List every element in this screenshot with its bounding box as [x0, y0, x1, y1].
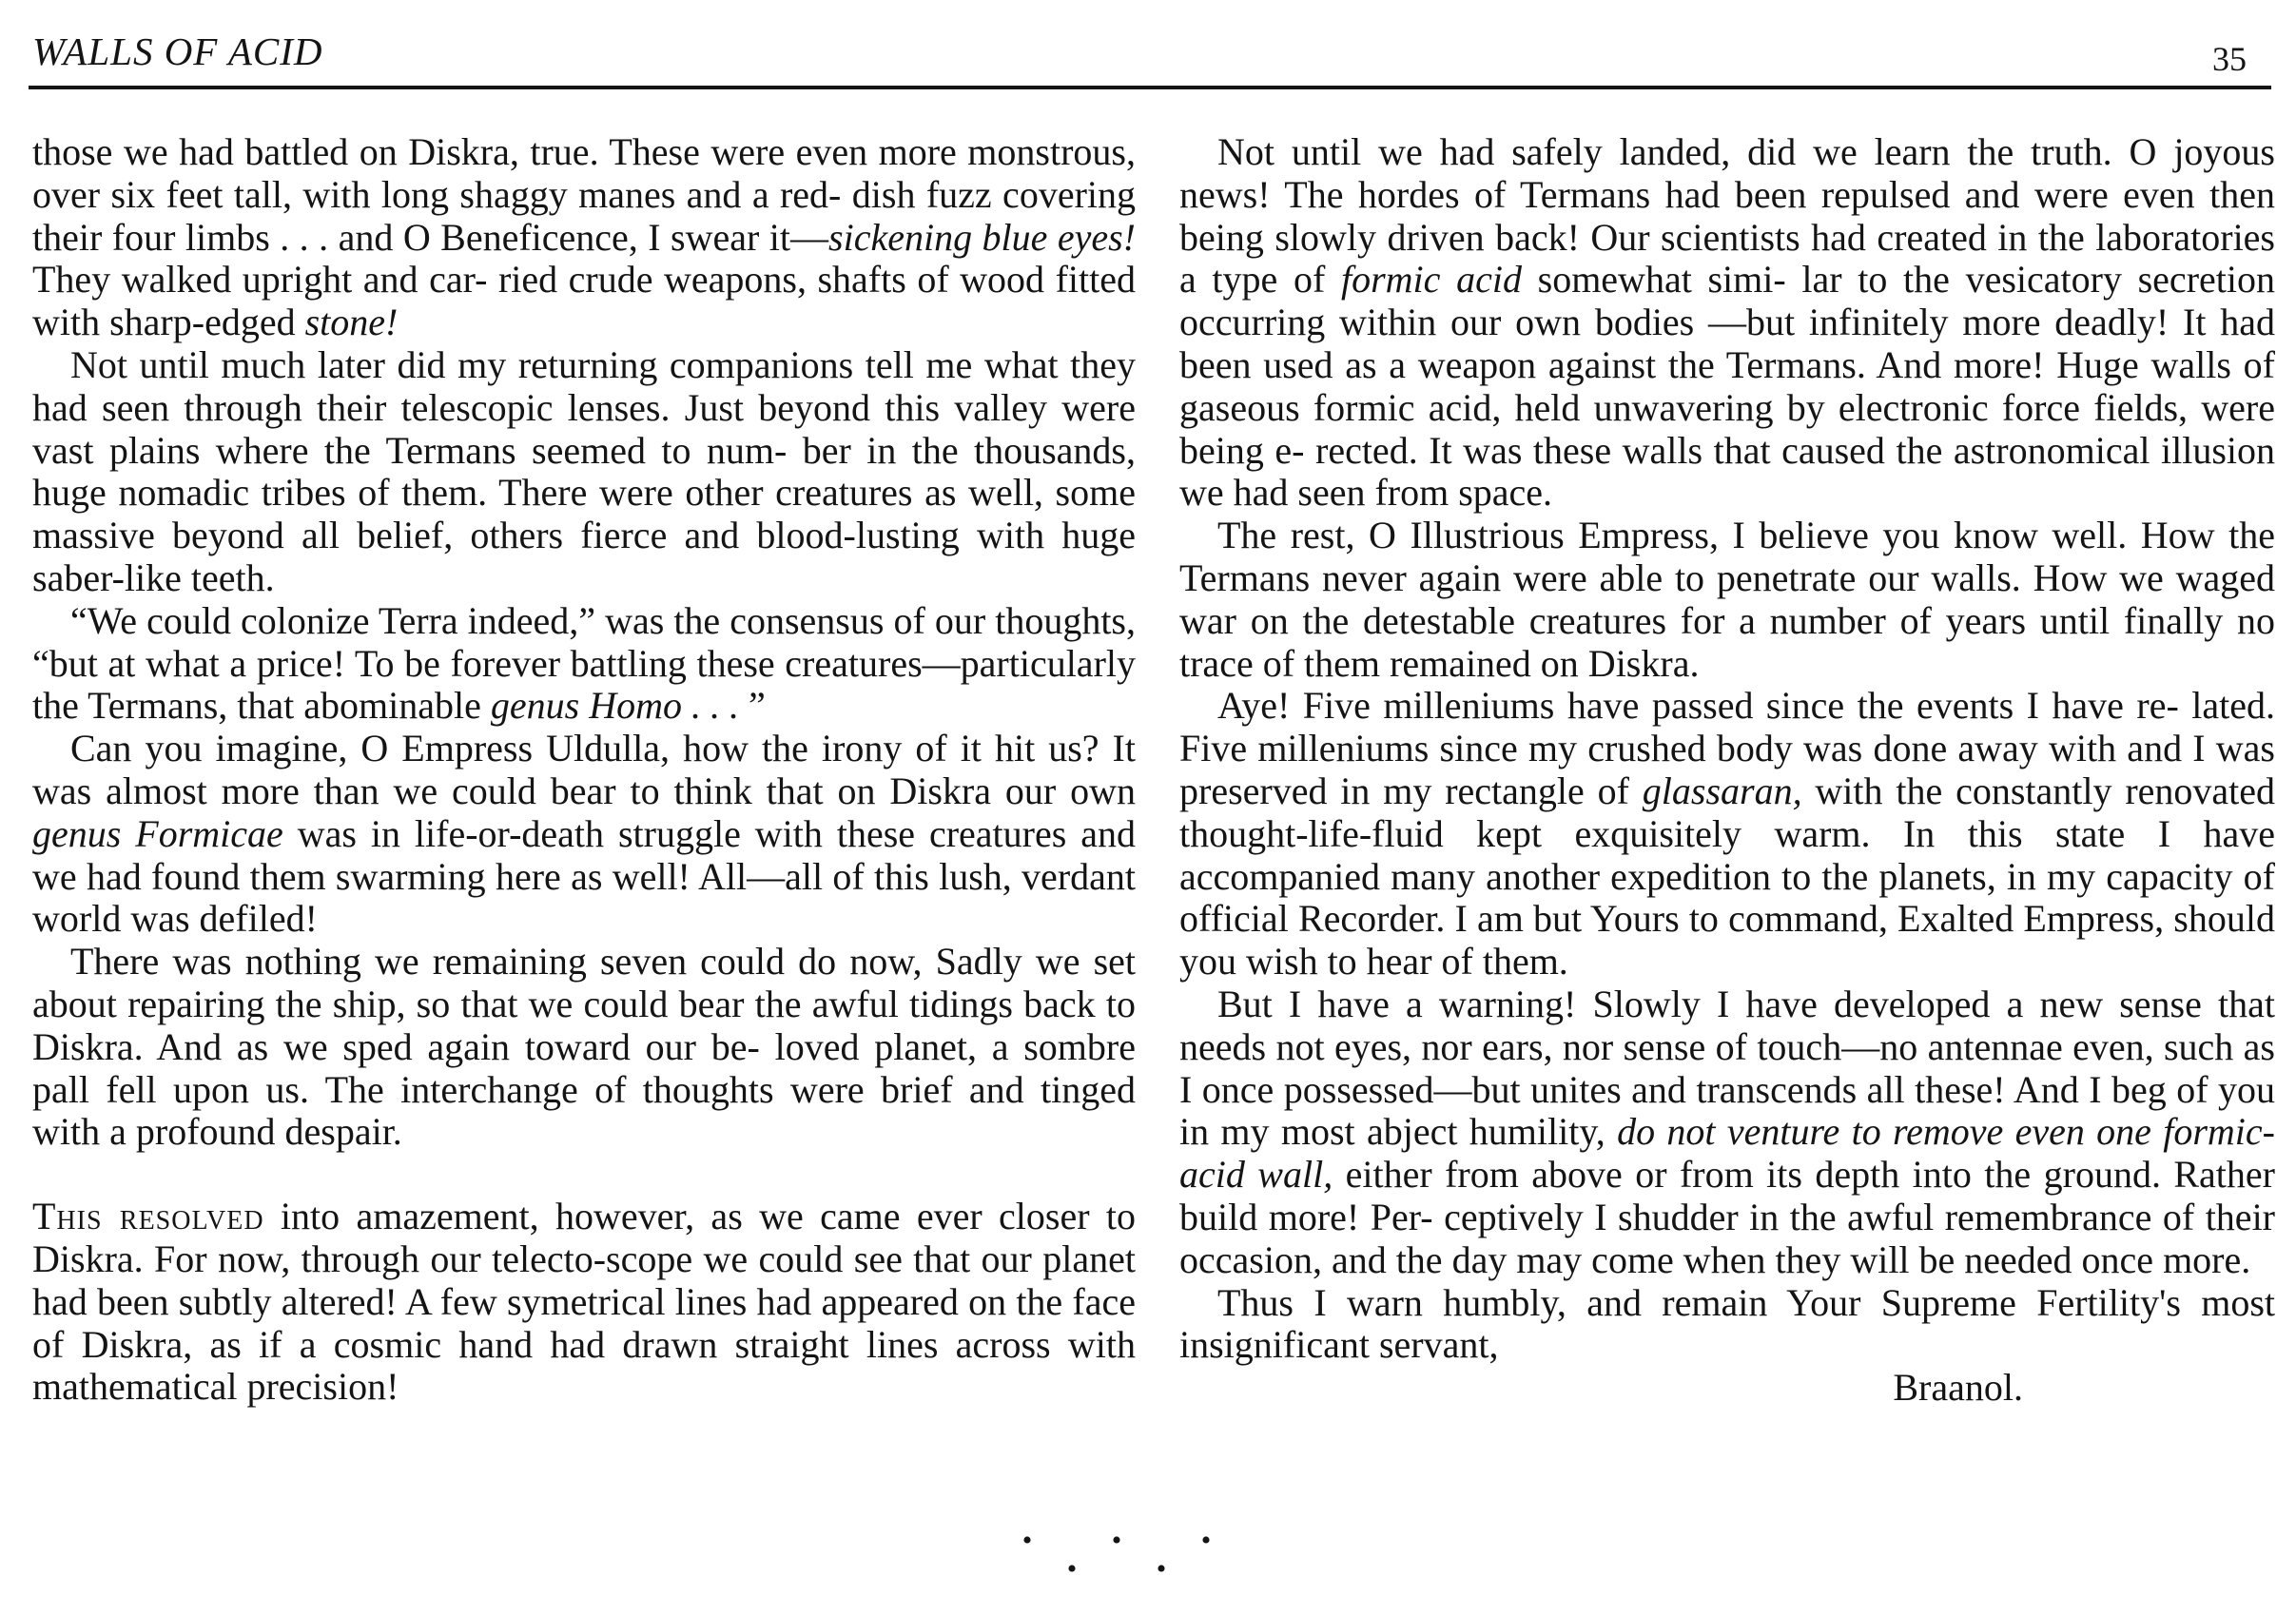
paragraph: But I have a warning! Slowly I have developed a new sense that needs not eyes, nor ears, nor sense of touch—no antennae even, such as I once possessed—but unites and transcends all these! And I beg of you in my most abject humility, do not venture to remove even one formic-acid wall, either from above or from its depth into the ground. Rather build more! Per- ceptively I shudder in the awful remembrance of their occasion, and the day may come when they will be needed once more. — [1179, 982, 2275, 1281]
right-column — [1179, 131, 2275, 1410]
paragraph: Thus I warn humbly, and remain Your Supreme Fertility's most insignificant servant, — [1179, 1280, 2275, 1367]
section-end-ornament: • • • • • — [1022, 1525, 1248, 1585]
running-title: WALLS OF ACID — [32, 29, 323, 73]
paragraph: Can you imagine, O Empress Uldulla, how the irony of it hit us? It was almost more than we could bear to think that on Diskra our own genus Formicae was in life-or-death struggle with these creatures and we had found them swarming here as well! All—all of this lush, verdant world was defiled! — [32, 727, 1136, 941]
paragraph: “We could colonize Terra indeed,” was the consensus of our thoughts, “but at what a price! To be forever battling these creatures—particularly the Termans, that abominable genus Homo . . . ” — [32, 598, 1136, 728]
signature: Braanol. — [1893, 1366, 2023, 1410]
header-rule — [29, 86, 2271, 89]
paragraph: Aye! Five milleniums have passed since the events I have re- lated. Five milleniums since my crushed body was done away with and I was preserved in my rectangle of glassaran, with the constantly renovated thought-life-fluid kept exquisitely warm. In this state I have accompanied many another expedition to the planets, in my capacity of official Recorder. I am but Yours to command, Exalted Empress, should you wish to hear of them. — [1179, 684, 2276, 984]
paragraph: There was nothing we remaining seven could do now, Sadly we set about repairing the ship, so that we could bear the awful tidings back to Diskra. And as we sped again toward our be- loved planet, a sombre pall fell upon us. The interchange of thoughts were brief and tinged with a profound despair. — [32, 940, 1136, 1154]
section-paragraph: This resolved into amazement, however, as we came ever closer to Diskra. For now, through our telecto-scope we could see that our planet had been subtly altered! A few symetrical lines had appeared on the face of Diskra, as if a cosmic hand had drawn straight lines across with mathematical precision! — [32, 1195, 1137, 1409]
paragraph: those we had battled on Diskra, true. These were even more monstrous, over six feet tall, with long shaggy manes and a red- dish fuzz covering their four limbs . . . and O Beneficence, I swear it—sickening blue eyes! They walked upright and car- ried crude weapons, shafts of wood fitted with sharp-edged stone! — [32, 130, 1137, 344]
page-number: 35 — [2212, 40, 2247, 78]
left-column — [32, 131, 1136, 1409]
section-lead-in: This resolved — [32, 1195, 264, 1238]
paragraph: Not until much later did my returning companions tell me what they had seen through their telescopic lenses. Just beyond this valley were vast plains where the Termans seemed to num- ber in the thousands, huge nomadic tribes of them. There were other creatures as well, some massive beyond all belief, others fierce and blood-lusting with huge saber-like teeth. — [32, 342, 1136, 599]
paragraph: The rest, O Illustrious Empress, I believe you know well. How the Termans never again were able to penetrate our walls. How we waged war on the detestable creatures for a number of years until finally no trace of them remained on Diskra. — [1179, 514, 2275, 685]
paragraph: Not until we had safely landed, did we learn the truth. O joyous news! The hordes of Termans had been repulsed and were even then being slowly driven back! Our scientists had created in the laboratories a type of formic acid somewhat simi- lar to the vesicatory secretion occurring within our own bodies —but infinitely more deadly! It had been used as a weapon against the Termans. And more! Huge walls of gaseous formic acid, held unwavering by electronic force fields, were being e- rected. It was these walls that caused the astronomical illusion we had seen from space. — [1179, 130, 2275, 515]
